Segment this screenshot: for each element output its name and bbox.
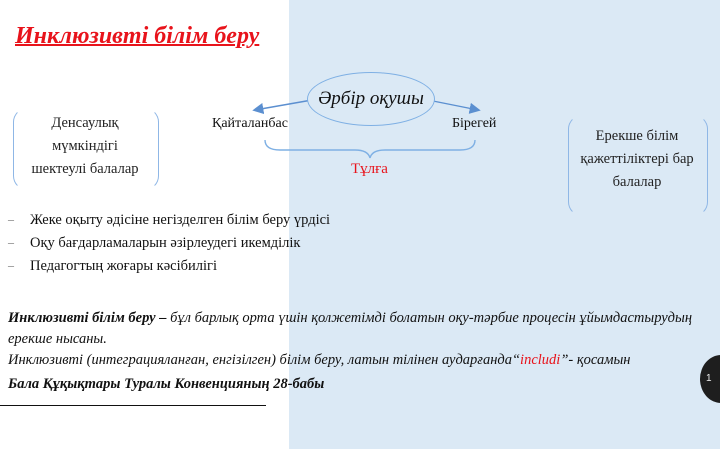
etymology-after: ”- қосамын bbox=[560, 352, 631, 368]
etymology-before: Инклюзивті (интеграцияланған, енгізілген) білім беру, латын тілінен аударғанда“ bbox=[8, 352, 521, 368]
list-item-text: Жеке оқыту әдісіне негізделген білім беру үрдісі bbox=[30, 212, 331, 228]
left-box-line: шектеулі балалар bbox=[31, 161, 139, 177]
ellipse-text: Әрбір оқушы bbox=[318, 88, 424, 109]
right-box-line: Ерекше білім bbox=[595, 128, 679, 144]
dash-icon: – bbox=[8, 212, 14, 226]
right-box-line: қажеттіліктері бар bbox=[580, 151, 694, 167]
dash-icon: – bbox=[8, 258, 14, 272]
right-box-text bbox=[570, 125, 704, 194]
list-item-text: Педагогтың жоғары кәсібилігі bbox=[30, 258, 218, 274]
right-box-line: балалар bbox=[612, 174, 662, 190]
slide-title: Инклюзивті білім беру bbox=[15, 23, 260, 49]
convention-reference: Бала Құқықтары Туралы Конвенцияның 28-бабы bbox=[8, 376, 325, 392]
left-box-line: мүмкіндігі bbox=[52, 138, 118, 154]
etymology-word: includi bbox=[520, 352, 561, 368]
left-box-text bbox=[18, 112, 152, 181]
list-item-text: Оқу бағдарламаларын әзірлеудегі икемділік bbox=[30, 235, 301, 251]
left-box-line: Денсаулық bbox=[51, 115, 119, 131]
divider-line bbox=[0, 405, 266, 406]
etymology-paragraph bbox=[8, 350, 698, 371]
definition-term: Инклюзивті білім беру – bbox=[8, 310, 167, 326]
center-label: Тұлға bbox=[351, 161, 388, 177]
dash-icon: – bbox=[8, 235, 14, 249]
center-ellipse bbox=[307, 72, 435, 126]
definition-text: бұл барлық орта үшін қолжетімді болатын оқу-тәрбие процесін ұйымдастырудың ерекше нысаны. bbox=[8, 310, 693, 347]
definition-paragraph bbox=[8, 308, 698, 350]
page-number: 1 bbox=[706, 373, 712, 384]
arrow-right-label: Бірегей bbox=[452, 116, 497, 131]
arrow-left-label: Қайталанбас bbox=[212, 116, 288, 131]
